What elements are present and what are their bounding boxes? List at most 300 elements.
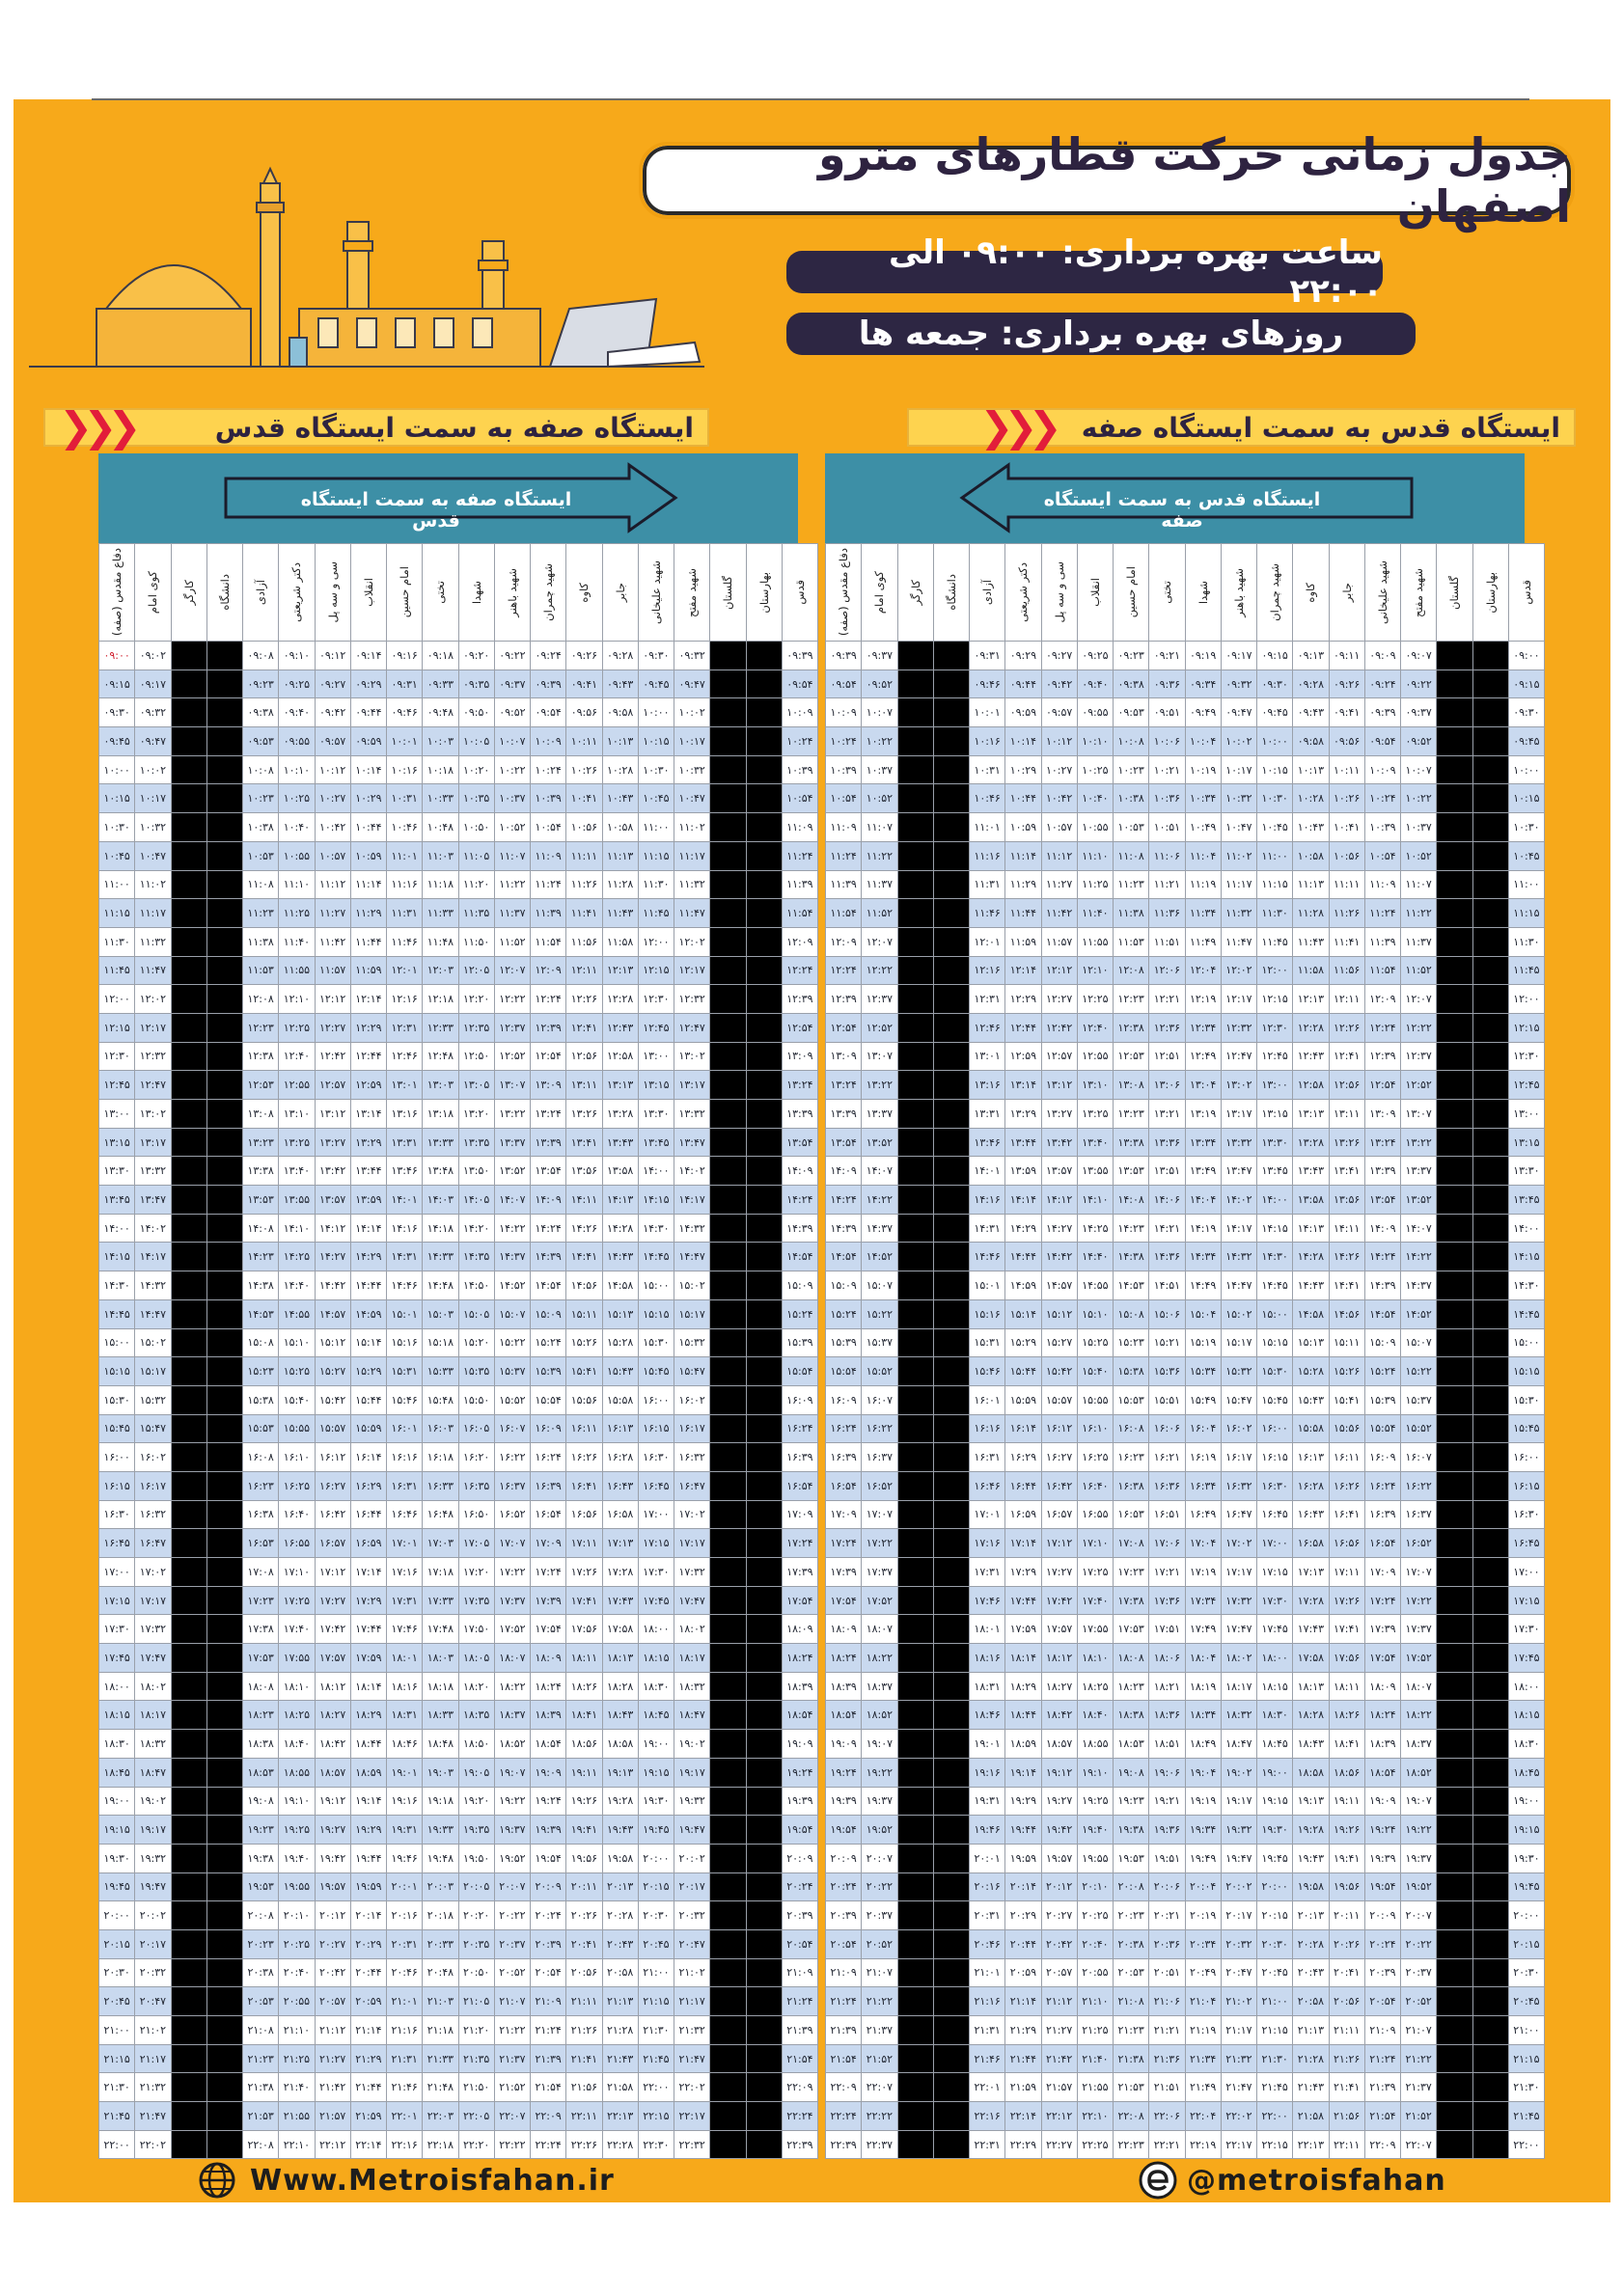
- time-cell: ۱۷:۰۲: [135, 1558, 171, 1587]
- time-cell: ۲۰:۳۱: [970, 1901, 1005, 1930]
- time-cell: ۱۳:۵۶: [566, 1157, 602, 1186]
- time-cell: ۱۱:۰۰: [99, 870, 135, 899]
- time-cell: ۲۱:۴۷: [135, 2102, 171, 2131]
- time-cell: ۲۱:۰۲: [674, 1958, 710, 1987]
- time-cell: ۱۹:۰۸: [1114, 1758, 1149, 1787]
- time-cell: ۱۳:۳۹: [826, 1100, 862, 1129]
- station-header: [1185, 544, 1221, 642]
- time-cell: ۱۶:۲۶: [566, 1443, 602, 1472]
- time-cell: ۱۱:۲۴: [826, 841, 862, 870]
- closed-station-cell: [746, 870, 782, 899]
- time-cell: ۲۱:۲۱: [1149, 2016, 1185, 2045]
- time-cell: ۱۲:۰۳: [423, 956, 458, 985]
- table-row: [826, 1758, 1545, 1787]
- time-cell: ۱۴:۵۶: [566, 1271, 602, 1300]
- time-cell: ۱۵:۴۵: [638, 1357, 674, 1386]
- time-cell: ۱۰:۵۳: [243, 841, 279, 870]
- time-cell: ۱۰:۱۴: [350, 755, 386, 784]
- time-cell: ۱۱:۴۷: [1221, 927, 1256, 956]
- time-cell: ۲۰:۳۸: [1114, 1929, 1149, 1958]
- station-header: [710, 544, 746, 642]
- time-cell: ۱۹:۳۲: [135, 1844, 171, 1872]
- time-cell: ۱۴:۱۷: [674, 1186, 710, 1215]
- time-cell: ۲۲:۳۰: [638, 2130, 674, 2159]
- closed-station-cell: [1472, 1901, 1508, 1930]
- table-row: [826, 1357, 1545, 1386]
- time-cell: ۱۷:۴۴: [350, 1615, 386, 1644]
- time-cell: ۱۳:۲۴: [1364, 1128, 1400, 1157]
- table-row: [99, 755, 818, 784]
- time-cell: ۱۱:۵۹: [1005, 927, 1041, 956]
- time-cell: ۱۴:۰۹: [1364, 1214, 1400, 1243]
- time-cell: ۱۵:۳۶: [1149, 1357, 1185, 1386]
- table-row: [826, 642, 1545, 670]
- closed-station-cell: [746, 956, 782, 985]
- time-cell: ۲۲:۱۲: [315, 2130, 350, 2159]
- time-cell: ۱۴:۲۴: [782, 1186, 817, 1215]
- closed-station-cell: [206, 1071, 242, 1100]
- time-cell: ۱۱:۱۴: [1005, 841, 1041, 870]
- time-cell: ۱۸:۰۸: [1114, 1644, 1149, 1673]
- time-cell: ۱۵:۰۸: [1114, 1299, 1149, 1328]
- time-cell: ۱۹:۱۷: [674, 1758, 710, 1787]
- time-cell: ۱۹:۳۴: [1185, 1816, 1221, 1845]
- table-row: [99, 2073, 818, 2102]
- closed-station-cell: [710, 1471, 746, 1500]
- time-cell: ۱۳:۰۵: [458, 1071, 494, 1100]
- time-cell: ۱۲:۲۷: [1041, 985, 1077, 1014]
- time-cell: ۱۴:۴۰: [279, 1271, 315, 1300]
- time-cell: ۱۲:۱۱: [1329, 985, 1364, 1014]
- time-cell: ۱۰:۳۶: [1149, 784, 1185, 813]
- table-row: [826, 1901, 1545, 1930]
- time-cell: ۲۰:۴۴: [350, 1958, 386, 1987]
- time-cell: ۱۸:۰۸: [243, 1672, 279, 1701]
- closed-station-cell: [746, 1443, 782, 1472]
- closed-station-cell: [1437, 1529, 1472, 1558]
- station-header: [1293, 544, 1329, 642]
- time-cell: ۱۹:۴۲: [1041, 1816, 1077, 1845]
- time-cell: ۱۳:۲۴: [826, 1071, 862, 1100]
- closed-station-cell: [171, 1157, 206, 1186]
- time-cell: ۱۴:۱۳: [602, 1186, 638, 1215]
- closed-station-cell: [933, 1529, 969, 1558]
- social-handle[interactable]: @metroisfahan: [1187, 2163, 1446, 2198]
- time-cell: ۱۱:۵۲: [862, 899, 897, 928]
- time-cell: ۱۱:۴۹: [1185, 927, 1221, 956]
- station-name: شهید چمران: [541, 563, 556, 621]
- time-cell: ۲۰:۴۶: [970, 1929, 1005, 1958]
- time-cell: ۰۹:۳۲: [1221, 670, 1256, 698]
- time-cell: ۲۰:۰۷: [1401, 1901, 1437, 1930]
- closed-station-cell: [171, 1414, 206, 1443]
- time-cell: ۲۰:۱۲: [315, 1901, 350, 1930]
- time-cell: ۱۰:۱۲: [315, 755, 350, 784]
- closed-station-cell: [746, 1214, 782, 1243]
- table-row: [826, 1186, 1545, 1215]
- time-cell: ۱۲:۳۱: [387, 1013, 423, 1042]
- time-cell: ۲۱:۳۸: [1114, 2044, 1149, 2073]
- time-cell: ۱۳:۵۸: [602, 1157, 638, 1186]
- closed-station-cell: [1472, 1100, 1508, 1129]
- time-cell: ۱۵:۰۸: [243, 1328, 279, 1357]
- time-cell: ۱۴:۵۸: [1293, 1299, 1329, 1328]
- time-cell: ۱۲:۰۹: [782, 927, 817, 956]
- time-cell: ۱۱:۱۰: [279, 870, 315, 899]
- time-cell: ۱۸:۳۳: [423, 1701, 458, 1730]
- time-cell: ۱۵:۲۴: [531, 1328, 566, 1357]
- time-cell: ۲۱:۰۰: [99, 2016, 135, 2045]
- time-cell: ۱۱:۰۷: [494, 841, 530, 870]
- closed-station-cell: [746, 1901, 782, 1930]
- closed-station-cell: [746, 1243, 782, 1271]
- time-cell: ۱۵:۵۶: [1329, 1414, 1364, 1443]
- time-cell: ۱۳:۵۸: [1293, 1186, 1329, 1215]
- closed-station-cell: [171, 1443, 206, 1472]
- table-row: [99, 1586, 818, 1615]
- closed-station-cell: [206, 642, 242, 670]
- closed-station-cell: [1437, 2102, 1472, 2131]
- time-cell: ۱۶:۳۰: [638, 1443, 674, 1472]
- closed-station-cell: [1437, 755, 1472, 784]
- time-cell: ۱۸:۳۹: [1364, 1730, 1400, 1759]
- time-cell: ۲۱:۴۲: [315, 2073, 350, 2102]
- time-cell: ۱۱:۰۹: [1364, 870, 1400, 899]
- station-name: گلستان: [721, 575, 735, 610]
- time-cell: ۱۳:۳۳: [423, 1128, 458, 1157]
- time-cell: ۲۱:۳۰: [638, 2016, 674, 2045]
- closed-station-cell: [1472, 1958, 1508, 1987]
- time-cell: ۱۸:۴۶: [387, 1730, 423, 1759]
- time-cell: ۱۹:۱۲: [315, 1787, 350, 1816]
- time-cell: ۰۹:۲۳: [243, 670, 279, 698]
- closed-station-cell: [933, 1586, 969, 1615]
- time-cell: ۲۰:۳۰: [1508, 1958, 1544, 1987]
- time-cell: ۱۹:۲۶: [1329, 1816, 1364, 1845]
- time-cell: ۱۷:۳۷: [862, 1558, 897, 1587]
- closed-station-cell: [1437, 2016, 1472, 2045]
- time-cell: ۱۴:۵۸: [602, 1271, 638, 1300]
- time-cell: ۱۵:۳۹: [531, 1357, 566, 1386]
- time-cell: ۲۰:۰۲: [135, 1901, 171, 1930]
- closed-station-cell: [710, 1615, 746, 1644]
- time-cell: ۲۲:۱۸: [423, 2130, 458, 2159]
- time-cell: ۲۲:۰۷: [862, 2073, 897, 2102]
- time-cell: ۱۵:۱۳: [602, 1299, 638, 1328]
- closed-station-cell: [746, 1816, 782, 1845]
- closed-station-cell: [746, 1615, 782, 1644]
- time-cell: ۲۱:۱۵: [1257, 2016, 1293, 2045]
- table-row: [826, 698, 1545, 727]
- time-cell: ۱۱:۵۶: [566, 927, 602, 956]
- time-cell: ۲۰:۵۸: [1293, 1987, 1329, 2016]
- time-cell: ۲۱:۴۶: [970, 2044, 1005, 2073]
- time-cell: ۱۵:۱۱: [566, 1299, 602, 1328]
- closed-station-cell: [746, 1730, 782, 1759]
- time-cell: ۲۰:۱۷: [674, 1872, 710, 1901]
- time-cell: ۱۱:۳۰: [99, 927, 135, 956]
- time-cell: ۱۴:۴۶: [387, 1271, 423, 1300]
- time-cell: ۱۱:۰۴: [1185, 841, 1221, 870]
- time-cell: ۱۶:۵۹: [350, 1529, 386, 1558]
- time-cell: ۱۳:۱۷: [1221, 1100, 1256, 1129]
- time-cell: ۰۹:۲۵: [279, 670, 315, 698]
- time-cell: ۲۰:۱۲: [1041, 1872, 1077, 1901]
- time-cell: ۲۲:۰۹: [531, 2102, 566, 2131]
- time-cell: ۱۴:۱۶: [387, 1214, 423, 1243]
- time-cell: ۱۲:۲۹: [1005, 985, 1041, 1014]
- time-cell: ۱۸:۱۲: [1041, 1644, 1077, 1673]
- time-cell: ۱۶:۴۱: [1329, 1500, 1364, 1529]
- time-cell: ۱۴:۵۹: [1005, 1271, 1041, 1300]
- time-cell: ۱۶:۰۳: [423, 1414, 458, 1443]
- time-cell: ۱۱:۳۲: [1221, 899, 1256, 928]
- time-cell: ۱۷:۱۵: [638, 1529, 674, 1558]
- time-cell: ۱۸:۰۳: [423, 1644, 458, 1673]
- time-cell: ۱۰:۳۰: [638, 755, 674, 784]
- time-cell: ۱۹:۱۷: [135, 1816, 171, 1845]
- time-cell: ۱۵:۰۰: [99, 1328, 135, 1357]
- time-cell: ۱۴:۳۰: [1257, 1243, 1293, 1271]
- time-cell: ۱۹:۳۷: [1401, 1844, 1437, 1872]
- closed-station-cell: [746, 813, 782, 842]
- time-cell: ۱۸:۵۲: [1401, 1758, 1437, 1787]
- time-cell: ۲۱:۲۵: [279, 2044, 315, 2073]
- time-cell: ۱۸:۳۰: [99, 1730, 135, 1759]
- closed-station-cell: [1437, 1471, 1472, 1500]
- closed-station-cell: [1472, 784, 1508, 813]
- time-cell: ۲۲:۰۹: [826, 2073, 862, 2102]
- footer-website[interactable]: [198, 2161, 615, 2200]
- time-cell: ۲۱:۳۲: [1221, 2044, 1256, 2073]
- time-cell: ۲۱:۲۲: [494, 2016, 530, 2045]
- closed-station-cell: [710, 1013, 746, 1042]
- closed-station-cell: [1437, 2130, 1472, 2159]
- time-cell: ۱۱:۰۰: [1257, 841, 1293, 870]
- closed-station-cell: [206, 813, 242, 842]
- time-cell: ۲۲:۱۴: [1005, 2102, 1041, 2131]
- chevrons-left-icon: ❮❮❮: [59, 403, 132, 451]
- time-cell: ۱۵:۴۲: [1041, 1357, 1077, 1386]
- time-cell: ۱۵:۳۸: [243, 1385, 279, 1414]
- closed-station-cell: [171, 1271, 206, 1300]
- time-cell: ۱۳:۳۱: [387, 1128, 423, 1157]
- time-cell: ۱۴:۵۴: [1364, 1299, 1400, 1328]
- time-cell: ۲۰:۰۱: [970, 1844, 1005, 1872]
- time-cell: ۱۷:۳۳: [423, 1586, 458, 1615]
- time-cell: ۱۱:۲۲: [862, 841, 897, 870]
- time-cell: ۲۰:۵۶: [566, 1958, 602, 1987]
- time-cell: ۱۰:۲۱: [1149, 755, 1185, 784]
- time-cell: ۱۶:۲۸: [602, 1443, 638, 1472]
- time-cell: ۲۱:۴۵: [638, 2044, 674, 2073]
- time-cell: ۲۲:۰۱: [387, 2102, 423, 2131]
- website-link[interactable]: Www.Metroisfahan.ir: [250, 2163, 615, 2198]
- time-cell: ۲۲:۰۰: [1508, 2130, 1544, 2159]
- time-cell: ۱۴:۱۹: [1185, 1214, 1221, 1243]
- time-cell: ۰۹:۱۵: [99, 670, 135, 698]
- table-row: [99, 1758, 818, 1787]
- time-cell: ۱۹:۳۰: [99, 1844, 135, 1872]
- time-cell: ۱۳:۳۰: [638, 1100, 674, 1129]
- footer-social[interactable]: [1139, 2161, 1446, 2200]
- time-cell: ۱۶:۳۹: [826, 1443, 862, 1472]
- panel-header: [98, 453, 798, 543]
- time-cell: ۱۳:۳۱: [970, 1100, 1005, 1129]
- time-cell: ۱۲:۰۵: [458, 956, 494, 985]
- time-cell: ۱۱:۴۵: [1508, 956, 1544, 985]
- closed-station-cell: [171, 1758, 206, 1787]
- time-cell: ۲۱:۰۰: [638, 1958, 674, 1987]
- time-cell: ۱۹:۲۴: [826, 1758, 862, 1787]
- table-row: [99, 1385, 818, 1414]
- closed-station-cell: [710, 1701, 746, 1730]
- time-cell: ۱۴:۳۰: [1508, 1271, 1544, 1300]
- time-cell: ۱۲:۵۳: [243, 1071, 279, 1100]
- time-cell: ۱۴:۳۷: [862, 1214, 897, 1243]
- time-cell: ۱۳:۳۰: [1508, 1157, 1544, 1186]
- time-cell: ۲۰:۴۷: [135, 1987, 171, 2016]
- time-cell: ۱۳:۲۵: [279, 1128, 315, 1157]
- time-cell: ۱۶:۲۲: [1401, 1471, 1437, 1500]
- time-cell: ۱۸:۴۷: [674, 1701, 710, 1730]
- time-cell: ۱۳:۲۴: [782, 1071, 817, 1100]
- time-cell: ۲۰:۳۷: [494, 1929, 530, 1958]
- time-cell: ۱۹:۰۳: [423, 1758, 458, 1787]
- time-cell: ۱۲:۳۹: [531, 1013, 566, 1042]
- table-row: [99, 841, 818, 870]
- time-cell: ۱۹:۲۰: [458, 1787, 494, 1816]
- time-cell: ۲۱:۴۲: [1041, 2044, 1077, 2073]
- time-cell: ۲۰:۵۹: [350, 1987, 386, 2016]
- time-cell: ۱۶:۳۱: [970, 1443, 1005, 1472]
- time-cell: ۱۴:۰۰: [1508, 1214, 1544, 1243]
- time-cell: ۱۰:۳۰: [99, 813, 135, 842]
- time-cell: ۱۳:۴۵: [99, 1186, 135, 1215]
- station-header: [602, 544, 638, 642]
- closed-station-cell: [171, 1500, 206, 1529]
- station-name: شهدا: [1196, 580, 1210, 605]
- closed-station-cell: [171, 1844, 206, 1872]
- time-cell: ۱۶:۴۳: [1293, 1500, 1329, 1529]
- closed-station-cell: [1437, 1586, 1472, 1615]
- time-cell: ۱۳:۲۵: [1077, 1100, 1113, 1129]
- time-cell: ۱۱:۰۷: [862, 813, 897, 842]
- time-cell: ۱۱:۳۹: [531, 899, 566, 928]
- time-cell: ۲۰:۵۰: [458, 1958, 494, 1987]
- time-cell: ۱۳:۵۴: [1364, 1186, 1400, 1215]
- closed-station-cell: [897, 927, 933, 956]
- time-cell: ۰۹:۳۶: [1149, 670, 1185, 698]
- time-cell: ۲۱:۴۶: [387, 2073, 423, 2102]
- station-header: [1149, 544, 1185, 642]
- closed-station-cell: [746, 727, 782, 756]
- time-cell: ۱۱:۰۰: [1508, 870, 1544, 899]
- closed-station-cell: [1472, 2073, 1508, 2102]
- time-cell: ۰۹:۳۰: [1257, 670, 1293, 698]
- time-cell: ۱۲:۳۰: [1257, 1013, 1293, 1042]
- time-cell: ۱۵:۵۵: [1077, 1385, 1113, 1414]
- time-cell: ۱۹:۲۷: [1041, 1787, 1077, 1816]
- time-cell: ۱۴:۰۷: [862, 1157, 897, 1186]
- closed-station-cell: [171, 985, 206, 1014]
- time-cell: ۲۰:۱۱: [566, 1872, 602, 1901]
- time-cell: ۲۲:۰۵: [458, 2102, 494, 2131]
- closed-station-cell: [710, 1042, 746, 1071]
- closed-station-cell: [1437, 1644, 1472, 1673]
- time-cell: ۱۴:۳۷: [494, 1243, 530, 1271]
- time-cell: ۱۱:۴۸: [423, 927, 458, 956]
- closed-station-cell: [897, 1701, 933, 1730]
- time-cell: ۱۳:۴۵: [1508, 1186, 1544, 1215]
- time-cell: ۱۱:۵۳: [243, 956, 279, 985]
- closed-station-cell: [897, 813, 933, 842]
- time-cell: ۱۵:۱۷: [135, 1357, 171, 1386]
- time-cell: ۱۱:۰۹: [826, 813, 862, 842]
- time-cell: ۲۰:۳۰: [1257, 1929, 1293, 1958]
- closed-station-cell: [1472, 1357, 1508, 1386]
- time-cell: ۱۶:۳۷: [494, 1471, 530, 1500]
- time-cell: ۱۸:۳۹: [826, 1672, 862, 1701]
- time-cell: ۱۲:۱۵: [638, 956, 674, 985]
- time-cell: ۱۲:۱۸: [423, 985, 458, 1014]
- time-cell: ۱۷:۲۴: [782, 1529, 817, 1558]
- time-cell: ۱۹:۵۳: [1114, 1844, 1149, 1872]
- time-cell: ۱۷:۰۹: [1364, 1558, 1400, 1587]
- table-row: [826, 1128, 1545, 1157]
- time-cell: ۲۰:۳۸: [243, 1958, 279, 1987]
- time-cell: ۱۷:۱۵: [99, 1586, 135, 1615]
- time-cell: ۱۷:۱۷: [135, 1586, 171, 1615]
- time-cell: ۱۷:۱۱: [566, 1529, 602, 1558]
- time-cell: ۱۳:۳۶: [1149, 1128, 1185, 1157]
- closed-station-cell: [933, 2073, 969, 2102]
- table-row: [99, 1644, 818, 1673]
- time-cell: ۰۹:۳۰: [638, 642, 674, 670]
- time-cell: ۲۰:۲۹: [1005, 1901, 1041, 1930]
- time-cell: ۱۹:۴۹: [1185, 1844, 1221, 1872]
- time-cell: ۱۲:۴۷: [1221, 1042, 1256, 1071]
- time-cell: ۲۱:۵۴: [531, 2073, 566, 2102]
- time-cell: ۱۶:۵۵: [279, 1529, 315, 1558]
- time-cell: ۱۷:۱۸: [423, 1558, 458, 1587]
- table-row: [99, 642, 818, 670]
- time-cell: ۱۳:۱۴: [350, 1100, 386, 1129]
- time-cell: ۱۶:۴۷: [1221, 1500, 1256, 1529]
- time-cell: ۲۲:۱۷: [674, 2102, 710, 2131]
- closed-station-cell: [933, 1271, 969, 1300]
- time-cell: ۱۸:۵۴: [826, 1701, 862, 1730]
- time-cell: ۱۴:۰۷: [494, 1186, 530, 1215]
- time-cell: ۱۰:۵۲: [862, 784, 897, 813]
- time-cell: ۱۵:۴۷: [1221, 1385, 1256, 1414]
- time-cell: ۱۴:۳۱: [387, 1243, 423, 1271]
- time-cell: ۲۰:۴۰: [279, 1958, 315, 1987]
- time-cell: ۱۲:۰۴: [1185, 956, 1221, 985]
- time-cell: ۲۱:۰۹: [826, 1958, 862, 1987]
- time-cell: ۱۸:۴۰: [279, 1730, 315, 1759]
- time-cell: ۱۵:۲۶: [566, 1328, 602, 1357]
- time-cell: ۱۰:۱۹: [1185, 755, 1221, 784]
- closed-station-cell: [1437, 1186, 1472, 1215]
- time-cell: ۲۰:۳۰: [638, 1901, 674, 1930]
- closed-station-cell: [1472, 1558, 1508, 1587]
- time-cell: ۱۷:۴۰: [279, 1615, 315, 1644]
- table-row: [826, 813, 1545, 842]
- closed-station-cell: [171, 1672, 206, 1701]
- closed-station-cell: [171, 1929, 206, 1958]
- direction-label-left: [43, 403, 709, 451]
